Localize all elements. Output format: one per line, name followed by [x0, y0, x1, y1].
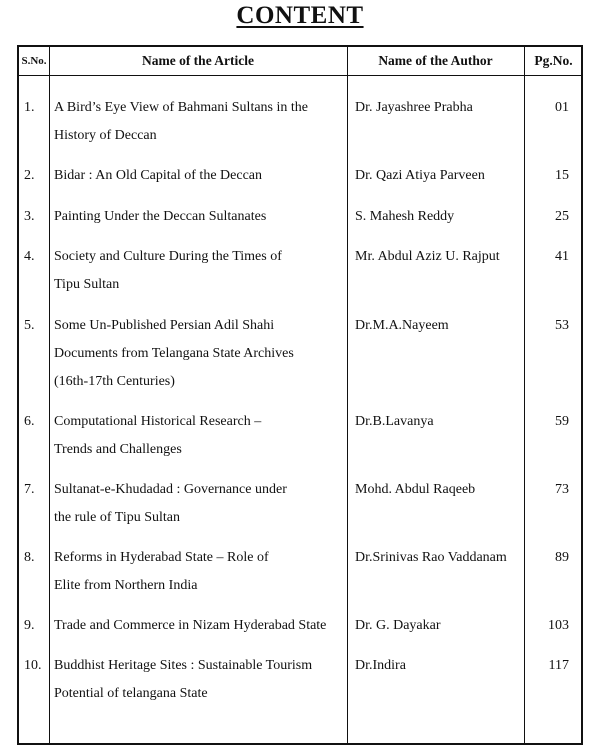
header-sno: S.No. — [21, 55, 47, 67]
row-number: 4. — [24, 249, 35, 264]
article-line: Some Un-Published Persian Adil Shahi — [54, 318, 275, 333]
article-line: Tipu Sultan — [54, 277, 120, 292]
article-line: Potential of telangana State — [54, 686, 208, 701]
article-title — [54, 243, 339, 299]
row-number: 10. — [24, 658, 42, 673]
row-number: 7. — [24, 482, 35, 497]
article-line: Elite from Northern India — [54, 578, 198, 593]
article-title — [54, 203, 339, 231]
header-page: Pg.No. — [534, 53, 573, 68]
article-title — [54, 408, 339, 464]
row-number: 3. — [24, 209, 35, 224]
article-line: Reforms in Hyderabad State – Role of — [54, 550, 269, 565]
article-line: Society and Culture During the Times of — [54, 249, 282, 264]
column-divider — [49, 47, 50, 743]
author-name: Mr. Abdul Aziz U. Rajput — [355, 249, 500, 264]
row-number: 8. — [24, 550, 35, 565]
page-number: 89 — [555, 550, 569, 565]
article-line: Painting Under the Deccan Sultanates — [54, 209, 267, 224]
page-number: 25 — [555, 209, 569, 224]
author-name: Dr. Jayashree Prabha — [355, 100, 473, 115]
page-number: 103 — [548, 618, 569, 633]
article-line: Trends and Challenges — [54, 442, 182, 457]
column-divider — [347, 47, 348, 743]
header-author: Name of the Author — [378, 53, 493, 68]
article-line: Buddhist Heritage Sites : Sustainable Tourism — [54, 658, 313, 673]
article-line: Sultanat-e-Khudadad : Governance under — [54, 482, 287, 497]
author-name: Dr.Indira — [355, 658, 406, 673]
row-number: 2. — [24, 168, 35, 183]
page-number: 59 — [555, 414, 569, 429]
article-line: A Bird’s Eye View of Bahmani Sultans in the — [54, 100, 308, 115]
page-number: 53 — [555, 318, 569, 333]
article-line: Bidar : An Old Capital of the Deccan — [54, 168, 262, 183]
article-title — [54, 652, 339, 708]
contents-table — [17, 45, 583, 745]
author-name: Dr.M.A.Nayeem — [355, 318, 449, 333]
page-number: 01 — [555, 100, 569, 115]
article-title — [54, 612, 339, 640]
header-article: Name of the Article — [141, 53, 255, 68]
page-title: CONTENT — [236, 2, 364, 29]
page-number: 73 — [555, 482, 569, 497]
author-name: Dr.Srinivas Rao Vaddanam — [355, 550, 507, 565]
row-number: 9. — [24, 618, 35, 633]
author-name: S. Mahesh Reddy — [355, 209, 455, 224]
article-line: Documents from Telangana State Archives — [54, 346, 294, 361]
article-line: Computational Historical Research – — [54, 414, 262, 429]
row-number: 1. — [24, 100, 35, 115]
article-title — [54, 312, 339, 396]
article-line: Trade and Commerce in Nizam Hyderabad State — [54, 618, 327, 633]
row-number: 6. — [24, 414, 35, 429]
article-title — [54, 162, 339, 190]
article-line: History of Deccan — [54, 128, 157, 143]
row-number: 5. — [24, 318, 35, 333]
author-name: Mohd. Abdul Raqeeb — [355, 482, 476, 497]
article-title — [54, 476, 339, 532]
article-title — [54, 544, 339, 600]
page-number: 15 — [555, 168, 569, 183]
author-name: Dr. G. Dayakar — [355, 618, 441, 633]
page-number: 117 — [548, 658, 569, 673]
page-number: 41 — [555, 249, 569, 264]
article-title — [54, 94, 339, 150]
header-divider — [19, 75, 581, 76]
article-line: (16th-17th Centuries) — [54, 374, 175, 389]
author-name: Dr.B.Lavanya — [355, 414, 434, 429]
author-name: Dr. Qazi Atiya Parveen — [355, 168, 485, 183]
article-line: the rule of Tipu Sultan — [54, 510, 181, 525]
